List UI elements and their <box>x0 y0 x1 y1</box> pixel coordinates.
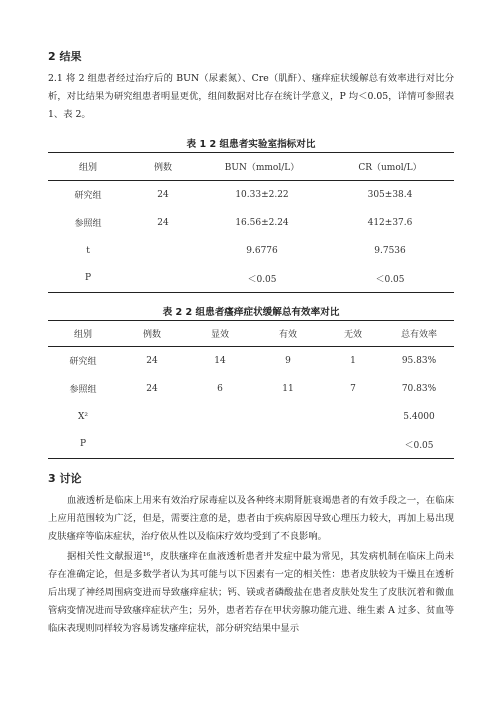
table-row <box>48 431 454 459</box>
table-cell: ＜0.05 <box>326 265 454 293</box>
table-1-header-cell: 组别 <box>48 153 128 181</box>
section-2-paragraph: 2.1 将 2 组患者经过治疗后的 BUN（尿素氮）、Cre（肌酐）、瘙痒症状缓解总有效率进行对比分析，对比结果为研究组患者明显更优，组间数据对比存在统计学意义，P 均＜0.05，详情可参照表 1、表 2。 <box>48 73 454 120</box>
table-cell: 5.4000 <box>403 411 435 422</box>
table-2 <box>48 320 454 459</box>
table-2-header-cell: 有效 <box>254 321 322 347</box>
table-cell <box>322 403 384 431</box>
table-1-header-cell: 例数 <box>128 153 198 181</box>
table-cell: 9.7536 <box>374 245 406 256</box>
section-3-paragraph-2: 据相关性文献报道¹⁶，皮肤瘙痒在血液透析患者并发症中最为常见，其发病机制在临床上尚未存在准确定论，但是多数学者认为其可能与以下因素有一定的相关性：患者皮肤较为干燥且在透析后出现了神经周围病变进而导致瘙痒症状；钙、镁或者磷酸盐在患者皮肤处发生了皮肤沉着和微血管病变情况进而导致瘙痒症状产生；另外，患者若存在甲状旁腺功能亢进、维生素 A 过多、贫血等临床表现则同样较为容易诱发瘙痒症状，部分研究结果中显示 <box>48 551 454 634</box>
table-cell: 24 <box>157 189 169 200</box>
table-cell: P <box>48 265 128 293</box>
section-3-heading: 3 讨论 <box>48 472 82 485</box>
table-cell: 412±37.6 <box>367 217 413 228</box>
table-1-header-cell: BUN（mmol/L） <box>198 153 326 181</box>
table-cell: 11 <box>282 383 294 394</box>
table-1 <box>48 152 454 293</box>
table-cell: 9.6776 <box>246 245 278 256</box>
table-cell <box>118 403 186 431</box>
table-cell: X² <box>77 411 88 422</box>
table-cell <box>128 265 198 293</box>
table-1-caption: 表 1 2 组患者实验室指标对比 <box>186 139 316 150</box>
table-cell: 14 <box>214 355 226 366</box>
table-row <box>48 265 454 293</box>
section-3-paragraph-1: 血液透析是临床上用来有效治疗尿毒症以及各种终末期肾脏衰竭患者的有效手段之一，在临床上应用范围较为广泛，但是，需要注意的是，患者由于疾病原因导致心理压力较大，再加上易出现皮肤瘙痒等临床症状，治疗依从性以及临床疗效均受到了不良影响。 <box>48 495 454 542</box>
table-cell: 7 <box>350 383 356 394</box>
table-cell <box>186 431 254 459</box>
table-2-header-cell: 组别 <box>48 321 118 347</box>
table-row <box>48 181 454 209</box>
table-cell: P <box>48 431 118 459</box>
table-2-header-cell: 显效 <box>186 321 254 347</box>
table-1-header-row <box>48 153 454 181</box>
table-row <box>48 403 454 431</box>
table-cell: t <box>86 245 90 256</box>
table-cell: 16.56±2.24 <box>235 217 289 228</box>
table-cell <box>118 431 186 459</box>
table-2-header-cell: 无效 <box>322 321 384 347</box>
table-cell <box>322 431 384 459</box>
table-cell: 9 <box>285 355 291 366</box>
table-cell: 研究组 <box>74 191 102 202</box>
table-cell: 参照组 <box>74 219 102 229</box>
table-cell: 95.83% <box>401 355 437 366</box>
table-cell: 参照组 <box>69 385 97 395</box>
table-cell: 70.83% <box>401 383 437 394</box>
table-cell: 6 <box>217 383 223 394</box>
table-2-header-cell: 总有效率 <box>384 321 454 347</box>
table-cell <box>186 403 254 431</box>
table-1-header-cell: CR（umol/L） <box>326 153 454 181</box>
table-cell <box>254 403 322 431</box>
table-cell: 305±38.4 <box>367 189 413 200</box>
table-cell: 24 <box>157 217 169 228</box>
table-2-header-row <box>48 321 454 347</box>
table-cell: 24 <box>146 355 158 366</box>
table-row <box>48 237 454 265</box>
table-cell: ＜0.05 <box>198 265 326 293</box>
table-cell: ＜0.05 <box>384 431 454 459</box>
table-cell: 24 <box>146 383 158 394</box>
section-2-heading: 2 结果 <box>48 50 82 63</box>
table-row <box>48 347 454 375</box>
table-2-caption: 表 2 2 组患者瘙痒症状缓解总有效率对比 <box>162 307 340 318</box>
table-cell: 10.33±2.22 <box>235 189 289 200</box>
table-row <box>48 209 454 237</box>
table-cell: 研究组 <box>69 357 97 368</box>
table-2-header-cell: 例数 <box>118 321 186 347</box>
table-row <box>48 375 454 403</box>
table-cell: 1 <box>350 355 356 366</box>
table-cell <box>128 237 198 265</box>
table-cell <box>254 431 322 459</box>
